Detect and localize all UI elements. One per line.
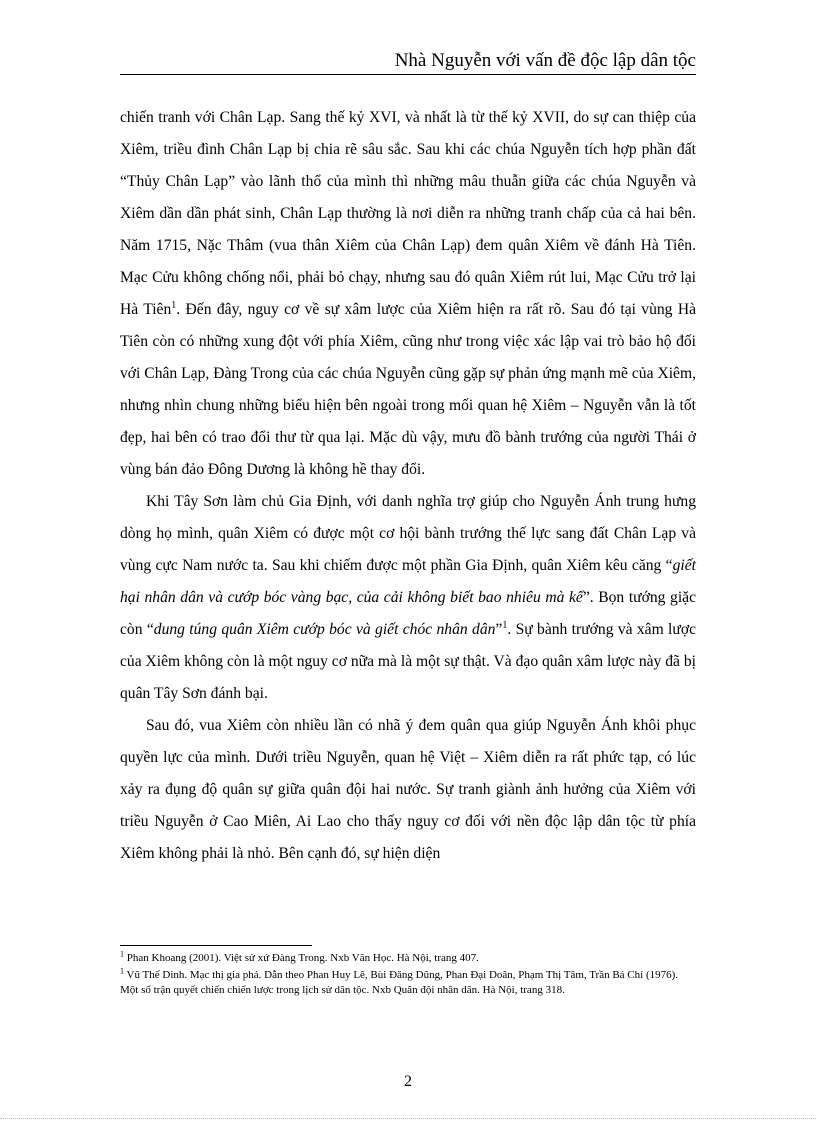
paragraph-1-text-a: chiến tranh với Chân Lạp. Sang thế kỷ XVI, và nhất là từ thế kỷ XVII, do sự can thiệp của Xiêm, triều đình Chân Lạp bị chia rẽ sâu sắc. Sau khi các chúa Nguyễn tích hợp phần đất “Thủy Chân Lạp” vào lãnh thổ của mình thì những mâu thuẫn giữa các chúa Nguyễn và Xiêm dần dần phát sinh, Chân Lạp thường là nơi diễn ra những tranh chấp của cả hai bên. Năm 1715, Nặc Thâm (vua thân Xiêm của Chân Lạp) đem quân Xiêm về đánh Hà Tiên. Mạc Cửu không chống nổi, phải bỏ chạy, nhưng sau đó quân Xiêm rút lui, Mạc Cửu trở lại Hà Tiên xyxy=(120,109,696,318)
footnote-2-mark: 1 xyxy=(120,966,124,976)
paragraph-2-text-b: ”. Bọn tướng giặc còn “ xyxy=(120,589,697,638)
body-text xyxy=(120,102,696,870)
footnote-2 xyxy=(120,968,696,998)
page-number: 2 xyxy=(404,1073,412,1090)
footnote-1-mark: 1 xyxy=(120,949,124,959)
paragraph-2-text-c: ” xyxy=(495,621,503,638)
footnote-1 xyxy=(120,951,696,966)
header-rule xyxy=(120,74,696,75)
footnotes xyxy=(120,951,696,1000)
quote-2: dung túng quân Xiêm cướp bóc và giết chóc nhân dân xyxy=(153,621,496,638)
page-edge xyxy=(0,1118,816,1119)
paragraph-2 xyxy=(120,486,696,710)
paragraph-2-text-d: . Sự bành trướng và xâm lược của Xiêm không còn là một nguy cơ nữa mà là một sự thật. Và đạo quân xâm lược này đã bị quân Tây Sơn đánh bại. xyxy=(120,621,697,702)
paragraph-1 xyxy=(120,102,696,486)
paragraph-2-text-a: Khi Tây Sơn làm chủ Gia Định, với danh nghĩa trợ giúp cho Nguyễn Ánh trung hưng dòng họ mình, quân Xiêm có được một cơ hội bành trướng thế lực sang đất Chân Lạp và vùng cực Nam nước ta. Sau khi chiếm được một phần Gia Định, quân Xiêm kêu căng “ xyxy=(120,493,696,574)
footnote-separator xyxy=(120,945,312,946)
footnote-ref-2[interactable]: 1 xyxy=(502,619,508,631)
running-header: Nhà Nguyễn với vấn đề độc lập dân tộc xyxy=(394,50,696,71)
footnote-ref-1[interactable]: 1 xyxy=(171,299,177,311)
paragraph-1-text-b: . Đến đây, nguy cơ về sự xâm lược của Xiêm hiện ra rất rõ. Sau đó tại vùng Hà Tiên còn có những xung đột với phía Xiêm, cũng như trong việc xác lập vai trò bảo hộ đối với Chân Lạp, Đàng Trong của các chúa Nguyễn cũng gặp sự phản ứng mạnh mẽ của Xiêm, nhưng nhìn chung những biểu hiện bên ngoài trong mối quan hệ Xiêm – Nguyễn vẫn là tốt đẹp, hai bên có trao đổi thư từ qua lại. Mặc dù vậy, mưu đồ bành trướng của người Thái ở vùng bán đảo Đông Dương là không hề thay đổi. xyxy=(120,301,697,478)
footnote-2-text: Vũ Thế Dinh. Mạc thị gia phả. Dẫn theo Phan Huy Lê, Bùi Đăng Dũng, Phan Đại Doãn, Phạm Thị Tâm, Trần Bá Chí (1976). Một số trận quyết chiến chiến lược trong lịch sử dân tộc. Nxb Quân đội nhân dân. Hà Nội, trang 318. xyxy=(120,969,679,996)
footnote-1-text: Phan Khoang (2001). Việt sử xứ Đàng Trong. Nxb Văn Học. Hà Nội, trang 407. xyxy=(124,952,479,964)
quote-1: giết hại nhân dân và cướp bóc vàng bạc, của cải không biết bao nhiêu mà kể xyxy=(120,557,696,606)
paragraph-3: Sau đó, vua Xiêm còn nhiều lần có nhã ý đem quân qua giúp Nguyễn Ánh khôi phục quyền lực của mình. Dưới triều Nguyễn, quan hệ Việt – Xiêm diễn ra rất phức tạp, có lúc xảy ra đụng độ quân sự giữa quân đội hai nước. Sự tranh giành ảnh hưởng của Xiêm với triều Nguyễn ở Cao Miên, Ai Lao cho thấy nguy cơ đối với nền độc lập dân tộc từ phía Xiêm không phải là nhỏ. Bên cạnh đó, sự hiện diện xyxy=(120,717,696,862)
